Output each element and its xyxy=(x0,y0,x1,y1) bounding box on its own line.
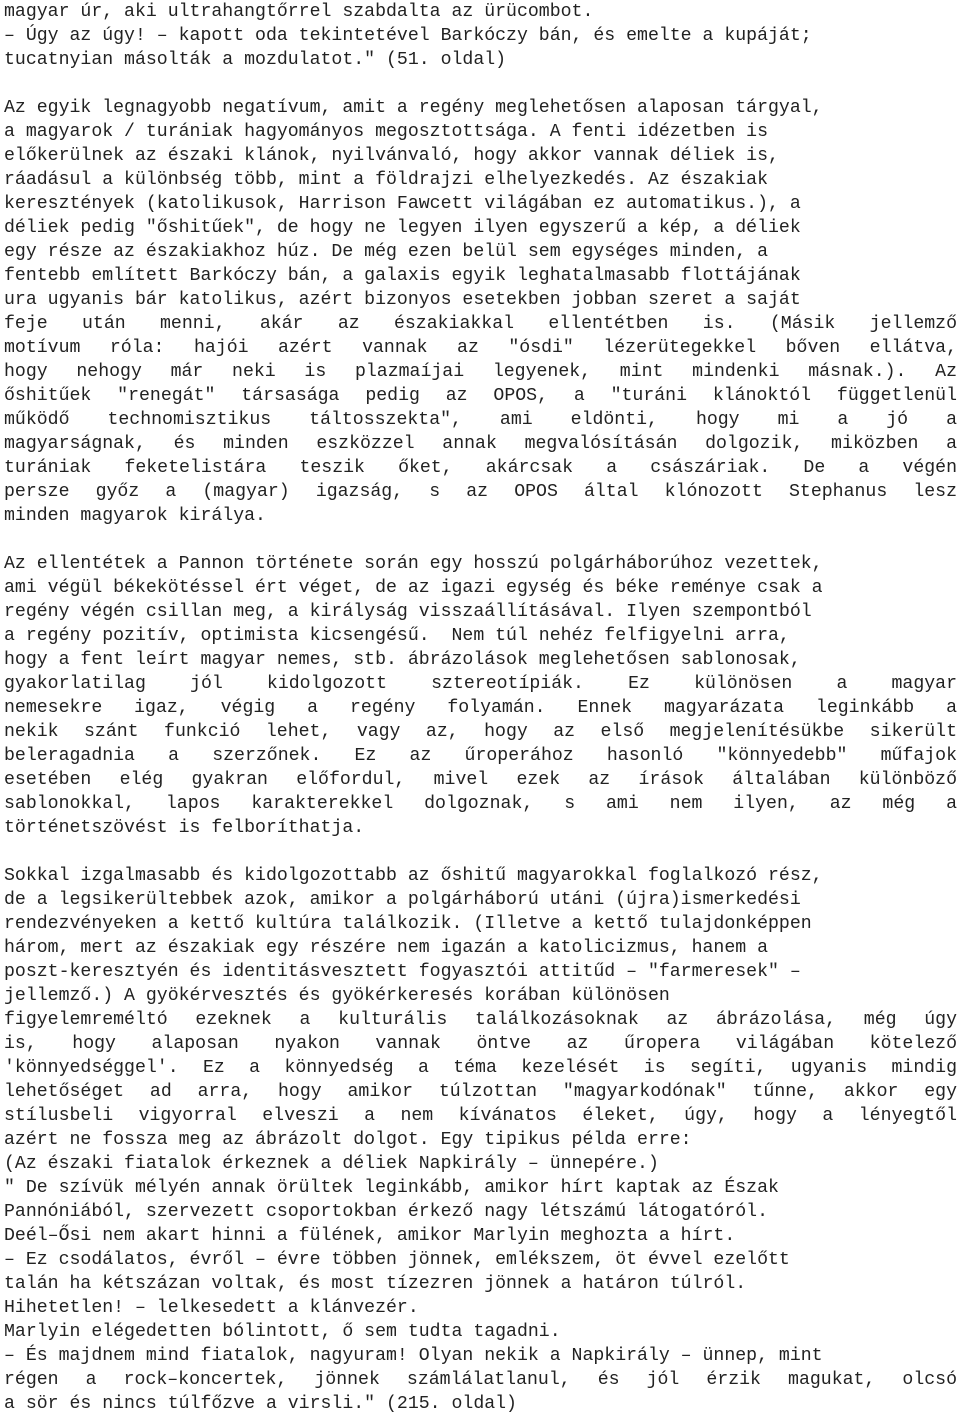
text-line: magyarságnak, és minden eszközzel annak megvalósításán dolgozik, miközben a xyxy=(4,434,957,454)
text-line: a sör és nincs túlfőzve a virsli." (215. oldal) xyxy=(4,1394,517,1414)
text-line: turániak feketelistára teszik őket, akárcsak a császáriak. De a végén xyxy=(4,458,957,478)
text-line: Sokkal izgalmasabb és kidolgozottabb az őshitű magyarokkal foglalkozó rész, xyxy=(4,866,823,886)
text-line: de a legsikerültebbek azok, amikor a polgárháború utáni (újra)ismerkedési xyxy=(4,890,801,910)
text-line: beleragadnia a szerzőnek. Ez az űroperához hasonló "könnyedebb" műfajok xyxy=(4,746,957,766)
text-line: tucatnyian másolták a mozdulatot." (51. oldal) xyxy=(4,50,507,70)
text-line: keresztények (katolikusok, Harrison Fawcett világában ez automatikus.), a xyxy=(4,194,801,214)
text-line: regény végén csillan meg, a királyság visszaállításával. Ilyen szempontból xyxy=(4,602,812,622)
text-line: – És majdnem mind fiatalok, nagyuram! Olyan nekik a Napkirály – ünnep, mint xyxy=(4,1346,823,1366)
text-line: őshitűek "renegát" társasága pedig az OPOS, a "turáni klánoktól függetlenül xyxy=(4,386,957,406)
text-line: rendezvényeken a kettő kultúra találkozik. (Illetve a kettő tulajdonképpen xyxy=(4,914,812,934)
paragraph xyxy=(4,864,957,1416)
text-line: fentebb említett Barkóczy bán, a galaxis egyik leghatalmasabb flottájának xyxy=(4,266,801,286)
text-line: három, mert az északiak egy részére nem igazán a katolicizmus, hanem a xyxy=(4,938,768,958)
text-line: – Ez csodálatos, évről – évre többen jönnek, emlékszem, öt évvel ezelőtt xyxy=(4,1250,790,1270)
text-line: feje után menni, akár az északiakkal ellentétben is. (Másik jellemző xyxy=(4,314,957,334)
text-line: – Úgy az úgy! – kapott oda tekintetével Barkóczy bán, és emelte a kupáját; xyxy=(4,26,812,46)
text-line: nemesekre igaz, végig a regény folyamán. Ennek magyarázata leginkább a xyxy=(4,698,957,718)
text-line: figyelemreméltó ezeknek a kulturális találkozásoknak az ábrázolása, még úgy xyxy=(4,1010,957,1030)
text-line: " De szívük mélyén annak örültek leginkább, amikor hírt kaptak az Észak xyxy=(4,1178,779,1198)
text-line: ami végül békekötéssel ért véget, de az igazi egység és béke reménye csak a xyxy=(4,578,823,598)
text-line: azért ne fossza meg az ábrázolt dolgot. Egy tipikus példa erre: xyxy=(4,1130,692,1150)
text-line: ura ugyanis bár katolikus, azért bizonyos esetekben jobban szeret a saját xyxy=(4,290,801,310)
paragraph-spacer xyxy=(4,72,957,96)
text-line: hogy a fent leírt magyar nemes, stb. ábrázolások meglehetősen sablonosak, xyxy=(4,650,801,670)
text-line: a magyarok / turániak hagyományos megosztottsága. A fenti idézetben is xyxy=(4,122,768,142)
text-line: hogy nehogy már neki is plazmaíjai legyenek, mint mindenki másnak.). Az xyxy=(4,362,957,382)
paragraph xyxy=(4,0,957,72)
text-line: déliek pedig "őshitűek", de hogy ne legyen ilyen egyszerű a kép, a déliek xyxy=(4,218,801,238)
text-line: Az ellentétek a Pannon története során egy hosszú polgárháborúhoz vezettek, xyxy=(4,554,823,574)
text-line: motívum róla: hajói azért vannak az "ósdi" lézerütegekkel bőven ellátva, xyxy=(4,338,957,358)
text-line: is, hogy alaposan nyakon vannak öntve az űropera világában kötelező xyxy=(4,1034,957,1054)
text-line: nekik szánt funkció lehet, vagy az, hogy az első megjelenítésükbe sikerült xyxy=(4,722,957,742)
text-line: jellemző.) A gyökérvesztés és gyökérkeresés korában különösen xyxy=(4,986,670,1006)
text-line: előkerülnek az északi klánok, nyilvánvaló, hogy akkor vannak déliek is, xyxy=(4,146,779,166)
text-line: történetszövést is felboríthatja. xyxy=(4,818,365,838)
text-line: Deél–Ősi nem akart hinni a fülének, amikor Marlyin meghozta a hírt. xyxy=(4,1226,736,1246)
text-line: poszt-keresztyén és identitásvesztett fogyasztói attitűd – "farmeresek" – xyxy=(4,962,801,982)
text-line: egy része az északiakhoz húz. De még ezen belül sem egységes minden, a xyxy=(4,242,768,262)
text-line: a regény pozitív, optimista kicsengésű. Nem túl nehéz felfigyelni arra, xyxy=(4,626,790,646)
text-line: stílusbeli vigyorral elveszi a nem kívánatos éleket, úgy, hogy a lényegtől xyxy=(4,1106,957,1126)
paragraph-spacer xyxy=(4,528,957,552)
text-line: Pannóniából, szervezett csoportokban érkező nagy létszámú látogatóról. xyxy=(4,1202,768,1222)
text-line: talán ha kétszázan voltak, és most tízezren jönnek a határon túlról. xyxy=(4,1274,747,1294)
text-line: minden magyarok királya. xyxy=(4,506,266,526)
text-line: magyar úr, aki ultrahangtőrrel szabdalta az ürücombot. xyxy=(4,2,594,22)
text-line: lehetőséget ad arra, hogy amikor túlzottan "magyarkodónak" tűnne, akkor egy xyxy=(4,1082,957,1102)
text-line: régen a rock–koncertek, jönnek számlálatlanul, és jól érzik magukat, olcsó xyxy=(4,1370,957,1390)
paragraph xyxy=(4,552,957,840)
text-line: Marlyin elégedetten bólintott, ő sem tudta tagadni. xyxy=(4,1322,561,1342)
text-line: Hihetetlen! – lelkesedett a klánvezér. xyxy=(4,1298,419,1318)
text-line: persze győz a (magyar) igazság, s az OPOS által klónozott Stephanus lesz xyxy=(4,482,957,502)
text-line: működő technomisztikus táltosszekta", ami eldönti, hogy mi a jó a xyxy=(4,410,957,430)
text-line: esetében elég gyakran előfordul, mivel ezek az írások általában különböző xyxy=(4,770,957,790)
document-page xyxy=(4,0,957,1416)
paragraph xyxy=(4,96,957,528)
text-line: sablonokkal, lapos karakterekkel dolgoznak, s ami nem ilyen, az még a xyxy=(4,794,957,814)
text-line: Az egyik legnagyobb negatívum, amit a regény meglehetősen alaposan tárgyal, xyxy=(4,98,823,118)
text-line: gyakorlatilag jól kidolgozott sztereotípiák. Ez különösen a magyar xyxy=(4,674,957,694)
text-line: (Az északi fiatalok érkeznek a déliek Napkirály – ünnepére.) xyxy=(4,1154,659,1174)
text-line: 'könnyedséggel'. Ez a könnyedség a téma kezelését is segíti, ugyanis mindig xyxy=(4,1058,957,1078)
text-line: ráadásul a különbség több, mint a földrajzi elhelyezkedés. Az északiak xyxy=(4,170,768,190)
paragraph-spacer xyxy=(4,840,957,864)
